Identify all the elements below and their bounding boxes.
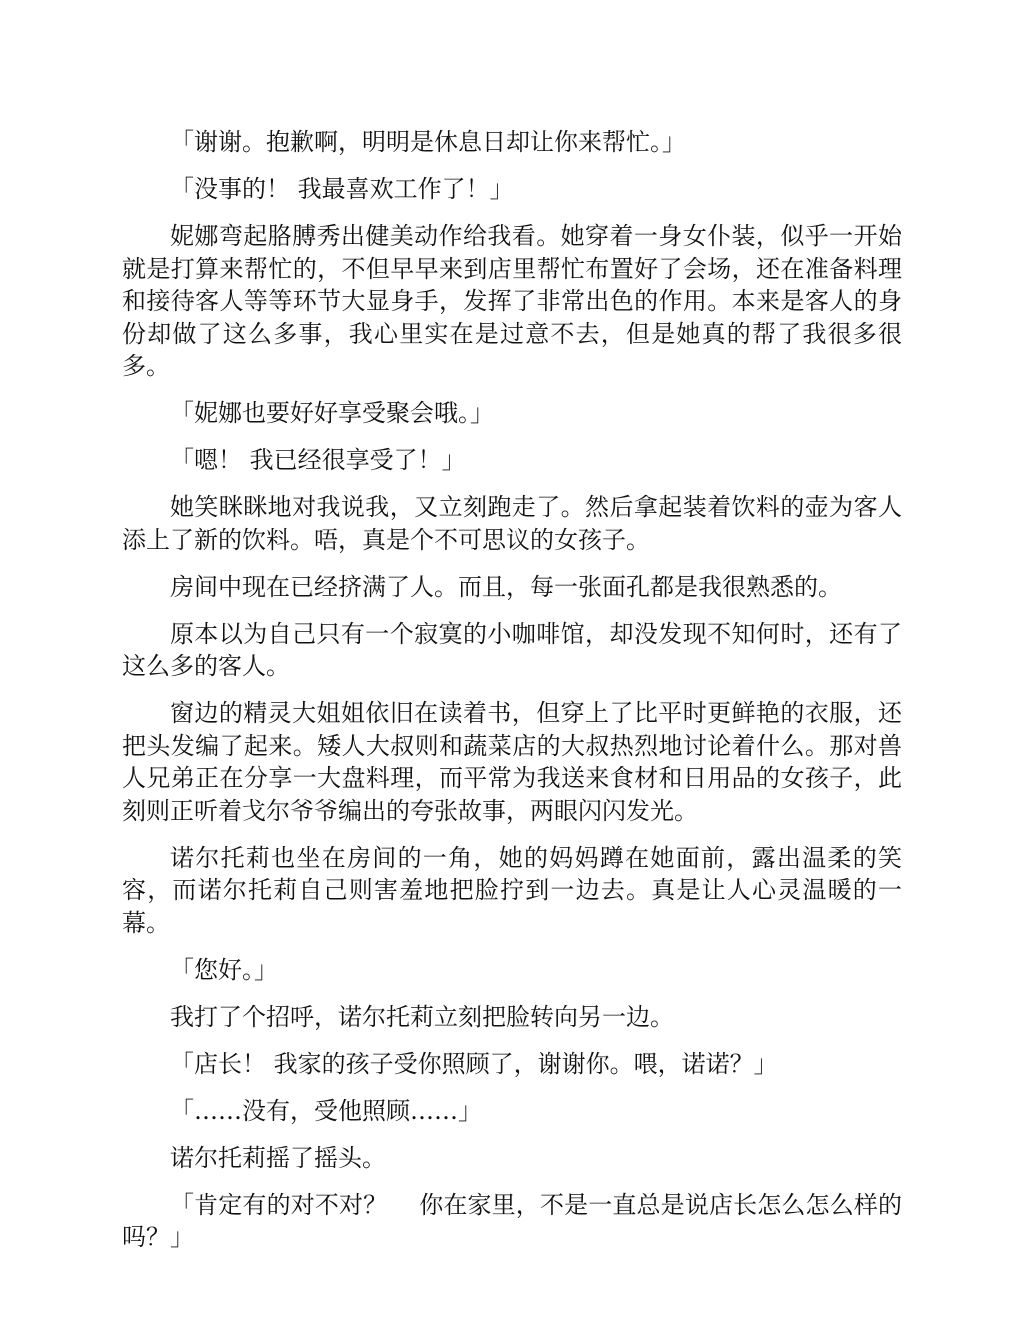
paragraph: 诺尔托莉摇了摇头。 (170, 1143, 386, 1172)
paragraph: 「店长！ 我家的孩子受你照顾了，谢谢你。喂，诺诺？」 (170, 1049, 778, 1078)
paragraph: 她笑眯眯地对我说我，又立刻跑走了。然后拿起装着饮料的壶为客人添上了新的饮料。唔，真是个不可思议的女孩子。 (122, 493, 902, 554)
paragraph: 我打了个招呼，诺尔托莉立刻把脸转向另一边。 (170, 1002, 674, 1031)
paragraph: 「嗯！ 我已经很享受了！」 (170, 446, 466, 474)
document-body (122, 126, 902, 1268)
paragraph: 诺尔托莉也坐在房间的一角，她的妈妈蹲在她面前，露出温柔的笑容，而诺尔托莉自己则害羞地把脸拧到一边去。真是让人心灵温暖的一幕。 (122, 843, 902, 937)
paragraph: 妮娜弯起胳膊秀出健美动作给我看。她穿着一身女仆装，似乎一开始就是打算来帮忙的，不但早早来到店里帮忙布置好了会场，还在准备料理和接待客人等等环节大显身手，发挥了非常出色的作用。本来是客人的身份却做了这么多事，我心里实在是过意不去，但是她真的帮了我很多很多。 (122, 222, 902, 380)
paragraph: 「没事的！ 我最喜欢工作了！」 (170, 175, 514, 203)
paragraph: 「妮娜也要好好享受聚会哦。」 (170, 399, 494, 427)
paragraph: 「谢谢。抱歉啊，明明是休息日却让你来帮忙。」 (170, 128, 686, 156)
paragraph: 「……没有，受他照顾……」 (170, 1096, 482, 1125)
paragraph: 房间中现在已经挤满了人。而且，每一张面孔都是我很熟悉的。 (170, 572, 842, 601)
paragraph: 「肯定有的对不对？ 你在家里，不是一直总是说店长怎么怎么样的吗？」 (122, 1190, 902, 1251)
paragraph: 原本以为自己只有一个寂寞的小咖啡馆，却没发现不知何时，还有了这么多的客人。 (122, 619, 902, 680)
paragraph: 「您好。」 (170, 955, 278, 984)
paragraph: 窗边的精灵大姐姐依旧在读着书，但穿上了比平时更鲜艳的衣服，还把头发编了起来。矮人大叔则和蔬菜店的大叔热烈地讨论着什么。那对兽人兄弟正在分享一大盘料理，而平常为我送来食材和日用品的女孩子，此刻则正听着戈尔爷爷编出的夸张故事，两眼闪闪发光。 (122, 699, 902, 825)
